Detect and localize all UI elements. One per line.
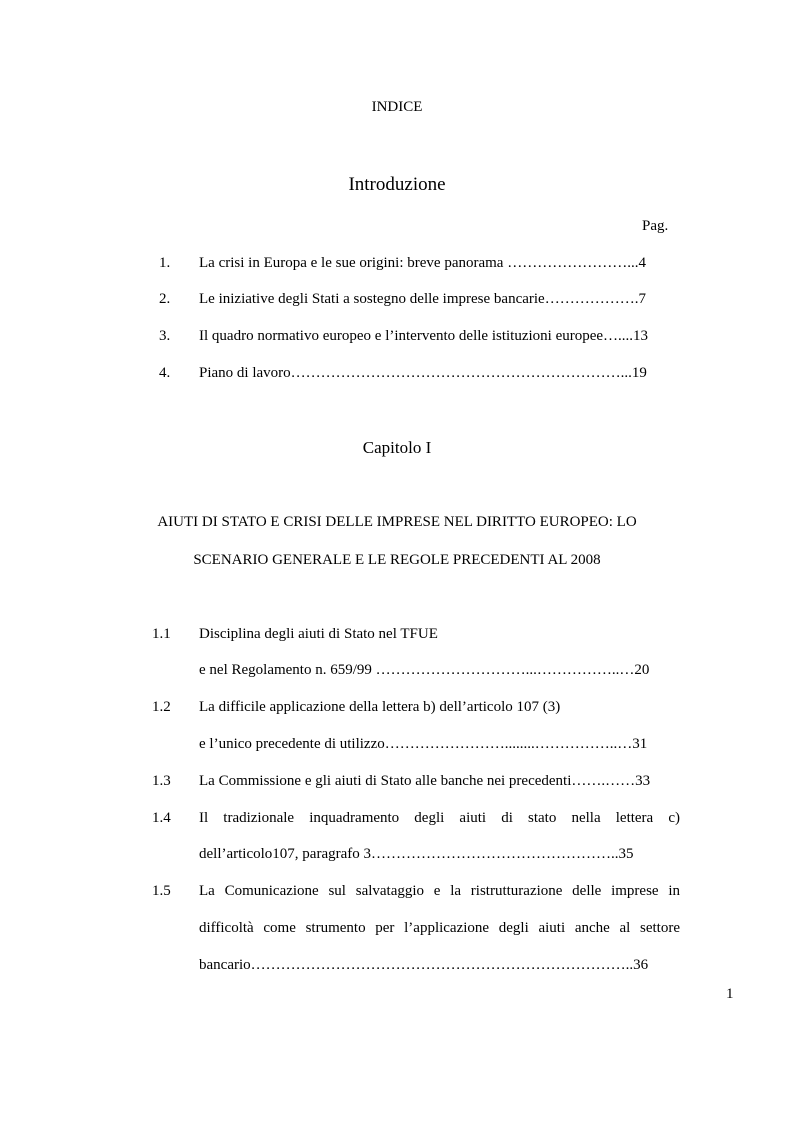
item-text-line-2: dell’articolo107, paragrafo 3…………………………………………..35 [199, 846, 634, 862]
item-text-line-1: La Comunicazione sul salvataggio e la ristrutturazione delle imprese in [199, 883, 680, 899]
item-text: Le iniziative degli Stati a sostegno delle imprese bancarie……………….7 [199, 291, 646, 307]
item-text-line-3: bancario…………………………………………………………………..36 [199, 957, 649, 973]
item-number: 4. [159, 365, 171, 381]
item-number: 1.4 [152, 810, 171, 826]
item-text-line-2: e l’unico precedente di utilizzo……………………........……………..…31 [199, 736, 648, 752]
item-text: Il quadro normativo europeo e l’intervento delle istituzioni europee…....13 [199, 328, 649, 344]
item-text: La crisi in Europa e le sue origini: breve panorama ……………………...4 [199, 255, 646, 271]
page-label: Pag. [642, 218, 669, 234]
item-text-line-1: La difficile applicazione della lettera b) dell’articolo 107 (3) [199, 699, 561, 715]
item-number: 1. [159, 255, 171, 271]
item-text-line-1: Il tradizionale inquadramento degli aiuti di stato nella lettera c) [199, 810, 680, 826]
chapter-title-line-2: SCENARIO GENERALE E LE REGOLE PRECEDENTI AL 2008 [193, 552, 601, 568]
item-text-line-2: e nel Regolamento n. 659/99 …………………………...……………..…20 [199, 662, 650, 678]
item-number: 1.1 [152, 626, 171, 642]
chapter-title-line-1: AIUTI DI STATO E CRISI DELLE IMPRESE NEL DIRITTO EUROPEO: LO [157, 514, 637, 530]
item-number: 1.2 [152, 699, 171, 715]
item-text: Piano di lavoro…………………………………………………………...19 [199, 365, 647, 381]
index-title: INDICE [371, 99, 423, 115]
page-number: 1 [726, 986, 734, 1002]
item-text-line-1: Disciplina degli aiuti di Stato nel TFUE [199, 626, 438, 642]
item-number: 3. [159, 328, 171, 344]
item-number: 1.5 [152, 883, 171, 899]
item-number: 1.3 [152, 773, 171, 789]
intro-heading: Introduzione [348, 174, 446, 195]
item-number: 2. [159, 291, 171, 307]
item-text-line-2: difficoltà come strumento per l’applicazione degli aiuti anche al settore [199, 920, 680, 936]
item-text-line-1: La Commissione e gli aiuti di Stato alle banche nei precedenti…….……33 [199, 773, 651, 789]
chapter-heading: Capitolo I [362, 438, 432, 457]
